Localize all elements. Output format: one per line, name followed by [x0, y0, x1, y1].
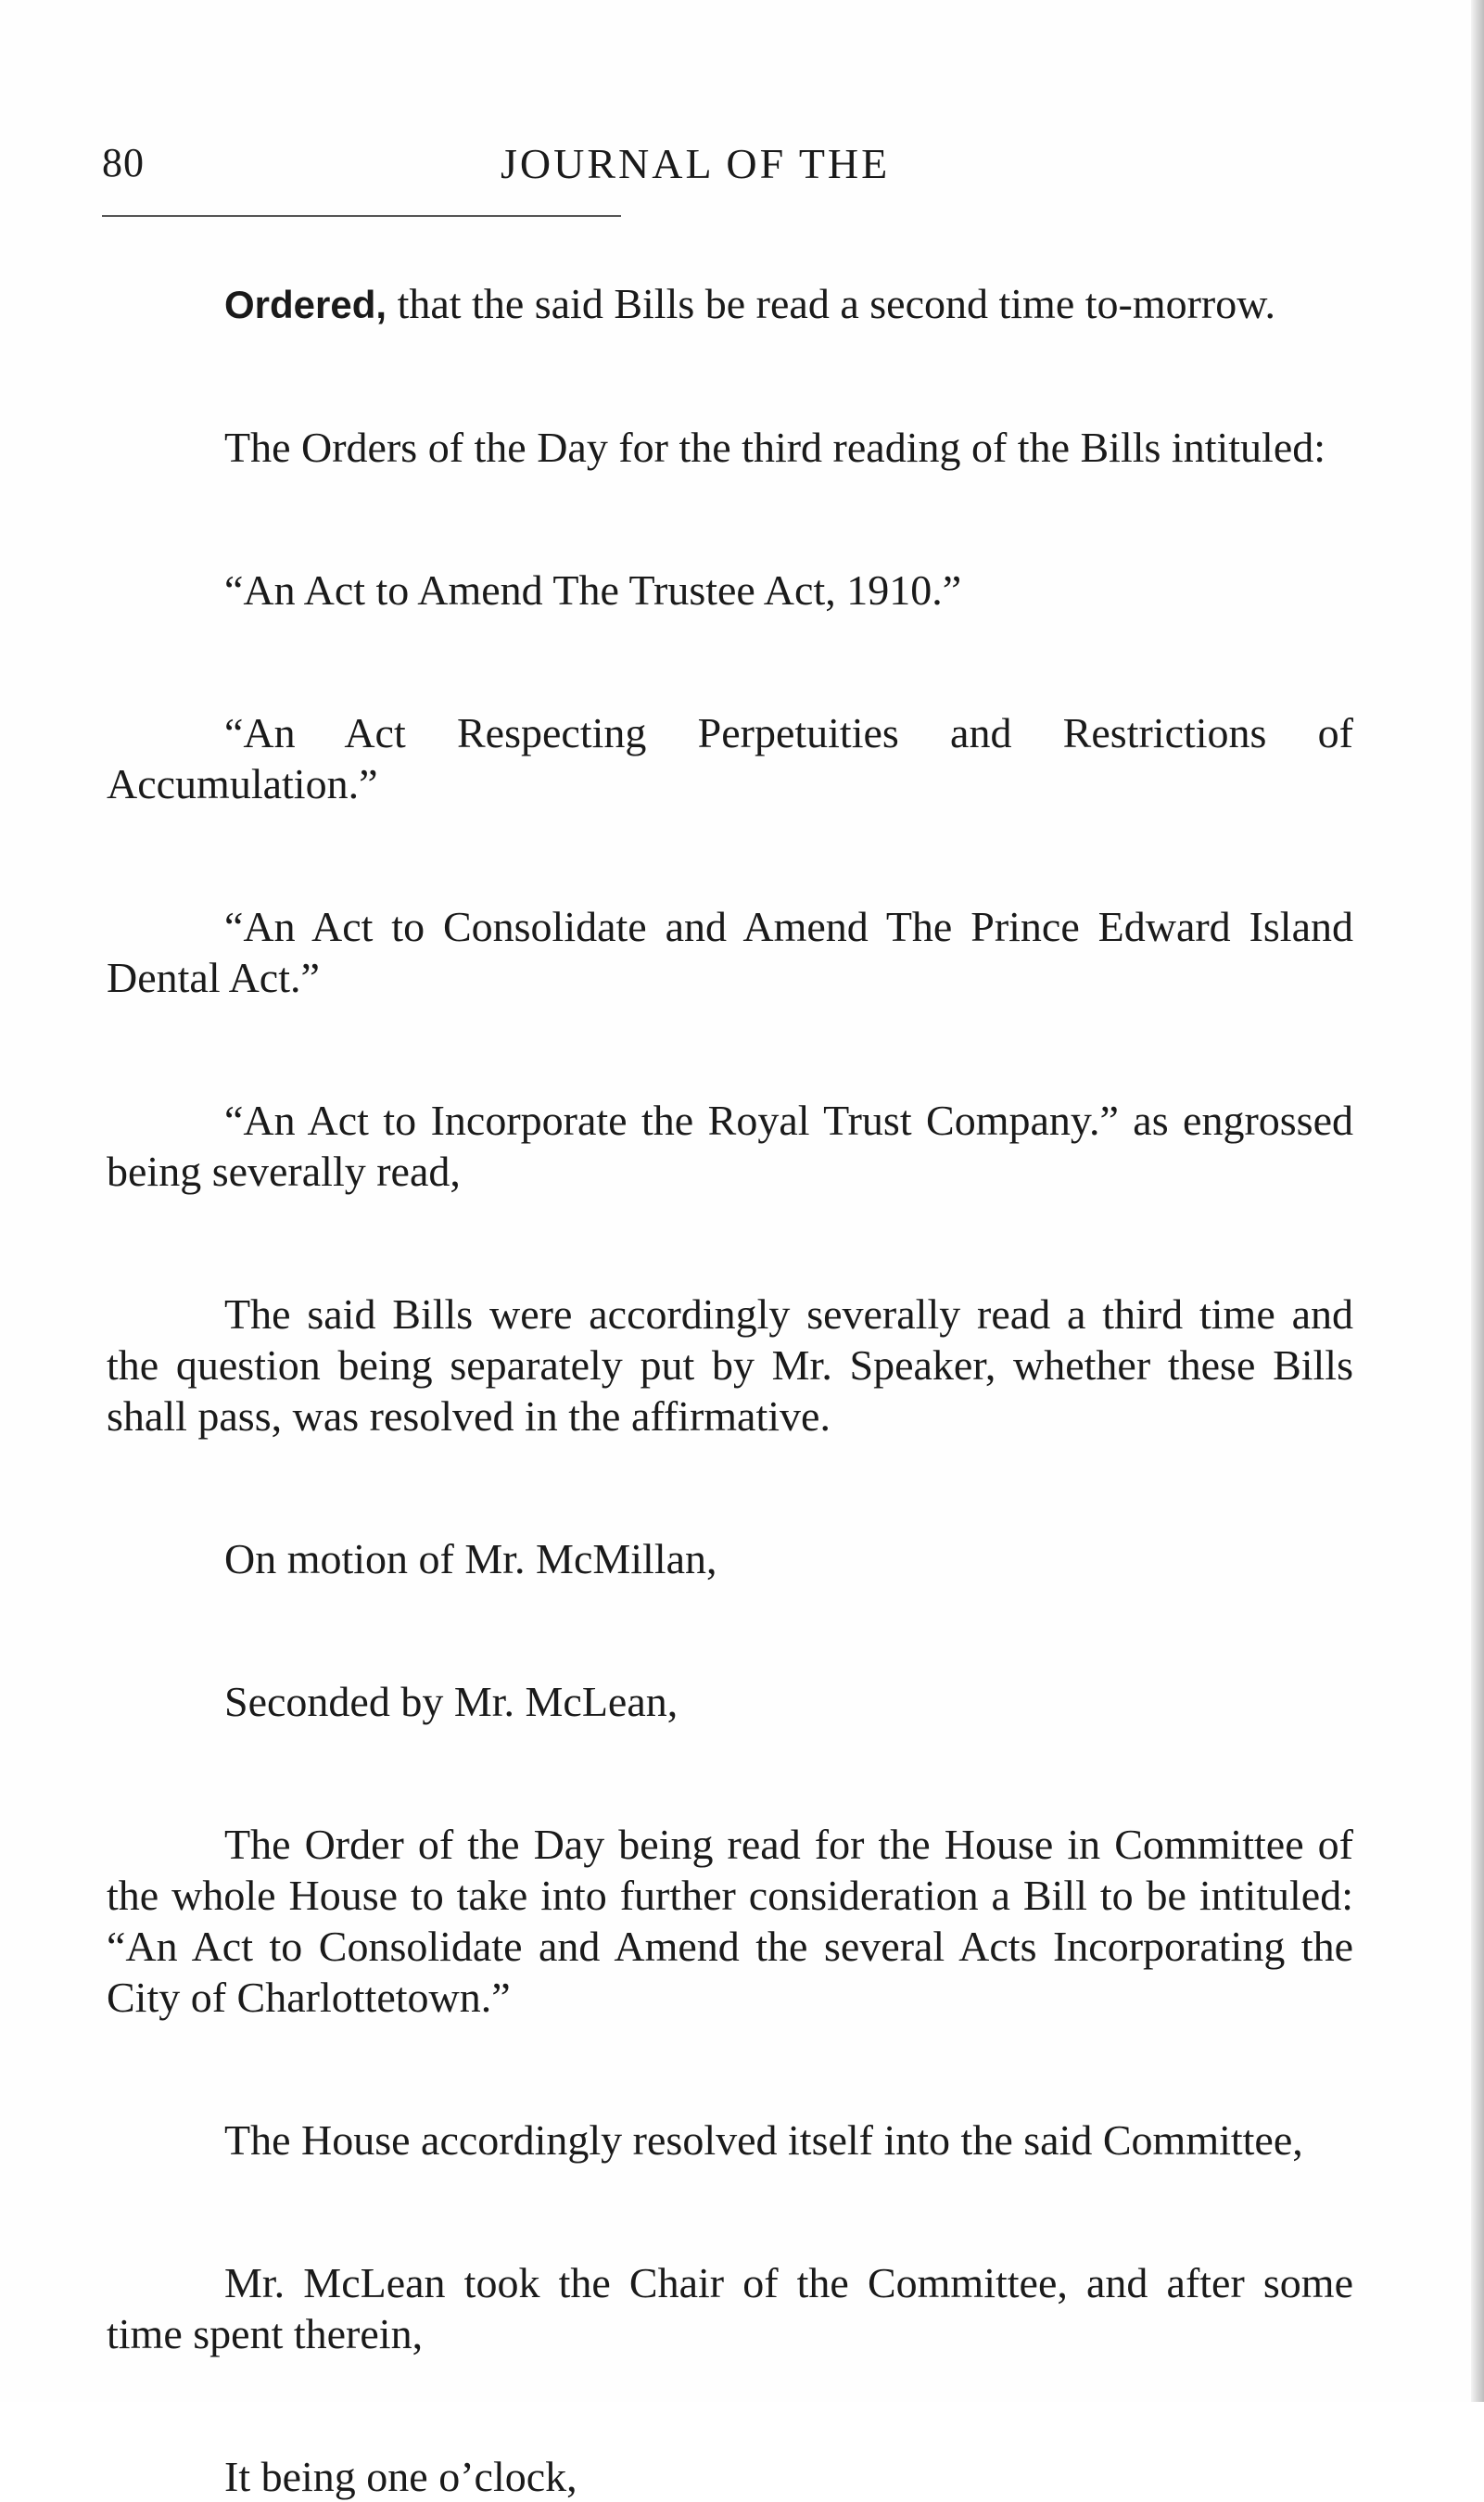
paragraph-committee-order: The Order of the Day being read for the House in Committee of the whole House to take into further consideration a Bill to be intituled: “An Act to Consolidate and Amend the several Acts Incorporating the City of Charlottetown.”	[107, 1821, 1353, 2021]
page-header	[102, 139, 1353, 204]
page-number: 80	[102, 140, 145, 185]
page-edge-shadow	[1471, 0, 1484, 2402]
ordered-rest: that the said Bills be read a second time to-morrow.	[387, 280, 1275, 327]
paragraph-chair: Mr. McLean took the Chair of the Committee, and after some time spent therein,	[107, 2259, 1353, 2357]
paragraph-third-reading: The said Bills were accordingly severally read a third time and the question being separately put by Mr. Speaker, whether these Bills shall pass, was resolved in the affirmative.	[107, 1290, 1353, 1440]
paragraph-house-resolved: The House accordingly resolved itself into the said Committee,	[224, 2116, 1303, 2164]
bill-title-dental-act: “An Act to Consolidate and Amend The Prince Edward Island Dental Act.”	[107, 903, 1353, 1001]
ordered-lead: Ordered,	[224, 283, 387, 326]
paragraph-seconded: Seconded by Mr. McLean,	[224, 1678, 679, 1725]
body-text	[107, 278, 1353, 2502]
running-head: JOURNAL OF THE	[501, 140, 891, 187]
bill-title-trustee-act: “An Act to Amend The Trustee Act, 1910.”	[224, 566, 962, 614]
bill-title-perpetuities: “An Act Respecting Perpetuities and Restrictions of Accumulation.”	[107, 709, 1353, 807]
paragraph-orders-of-day: The Orders of the Day for the third reading of the Bills intituled:	[224, 424, 1326, 471]
paragraph-motion: On motion of Mr. McMillan,	[224, 1535, 717, 1582]
paragraph-ordered	[107, 278, 1353, 330]
paragraph-one-oclock: It being one o’clock,	[224, 2453, 577, 2500]
header-rule	[102, 215, 621, 217]
bill-title-royal-trust: “An Act to Incorporate the Royal Trust Company.” as engrossed being severally read,	[107, 1097, 1353, 1195]
